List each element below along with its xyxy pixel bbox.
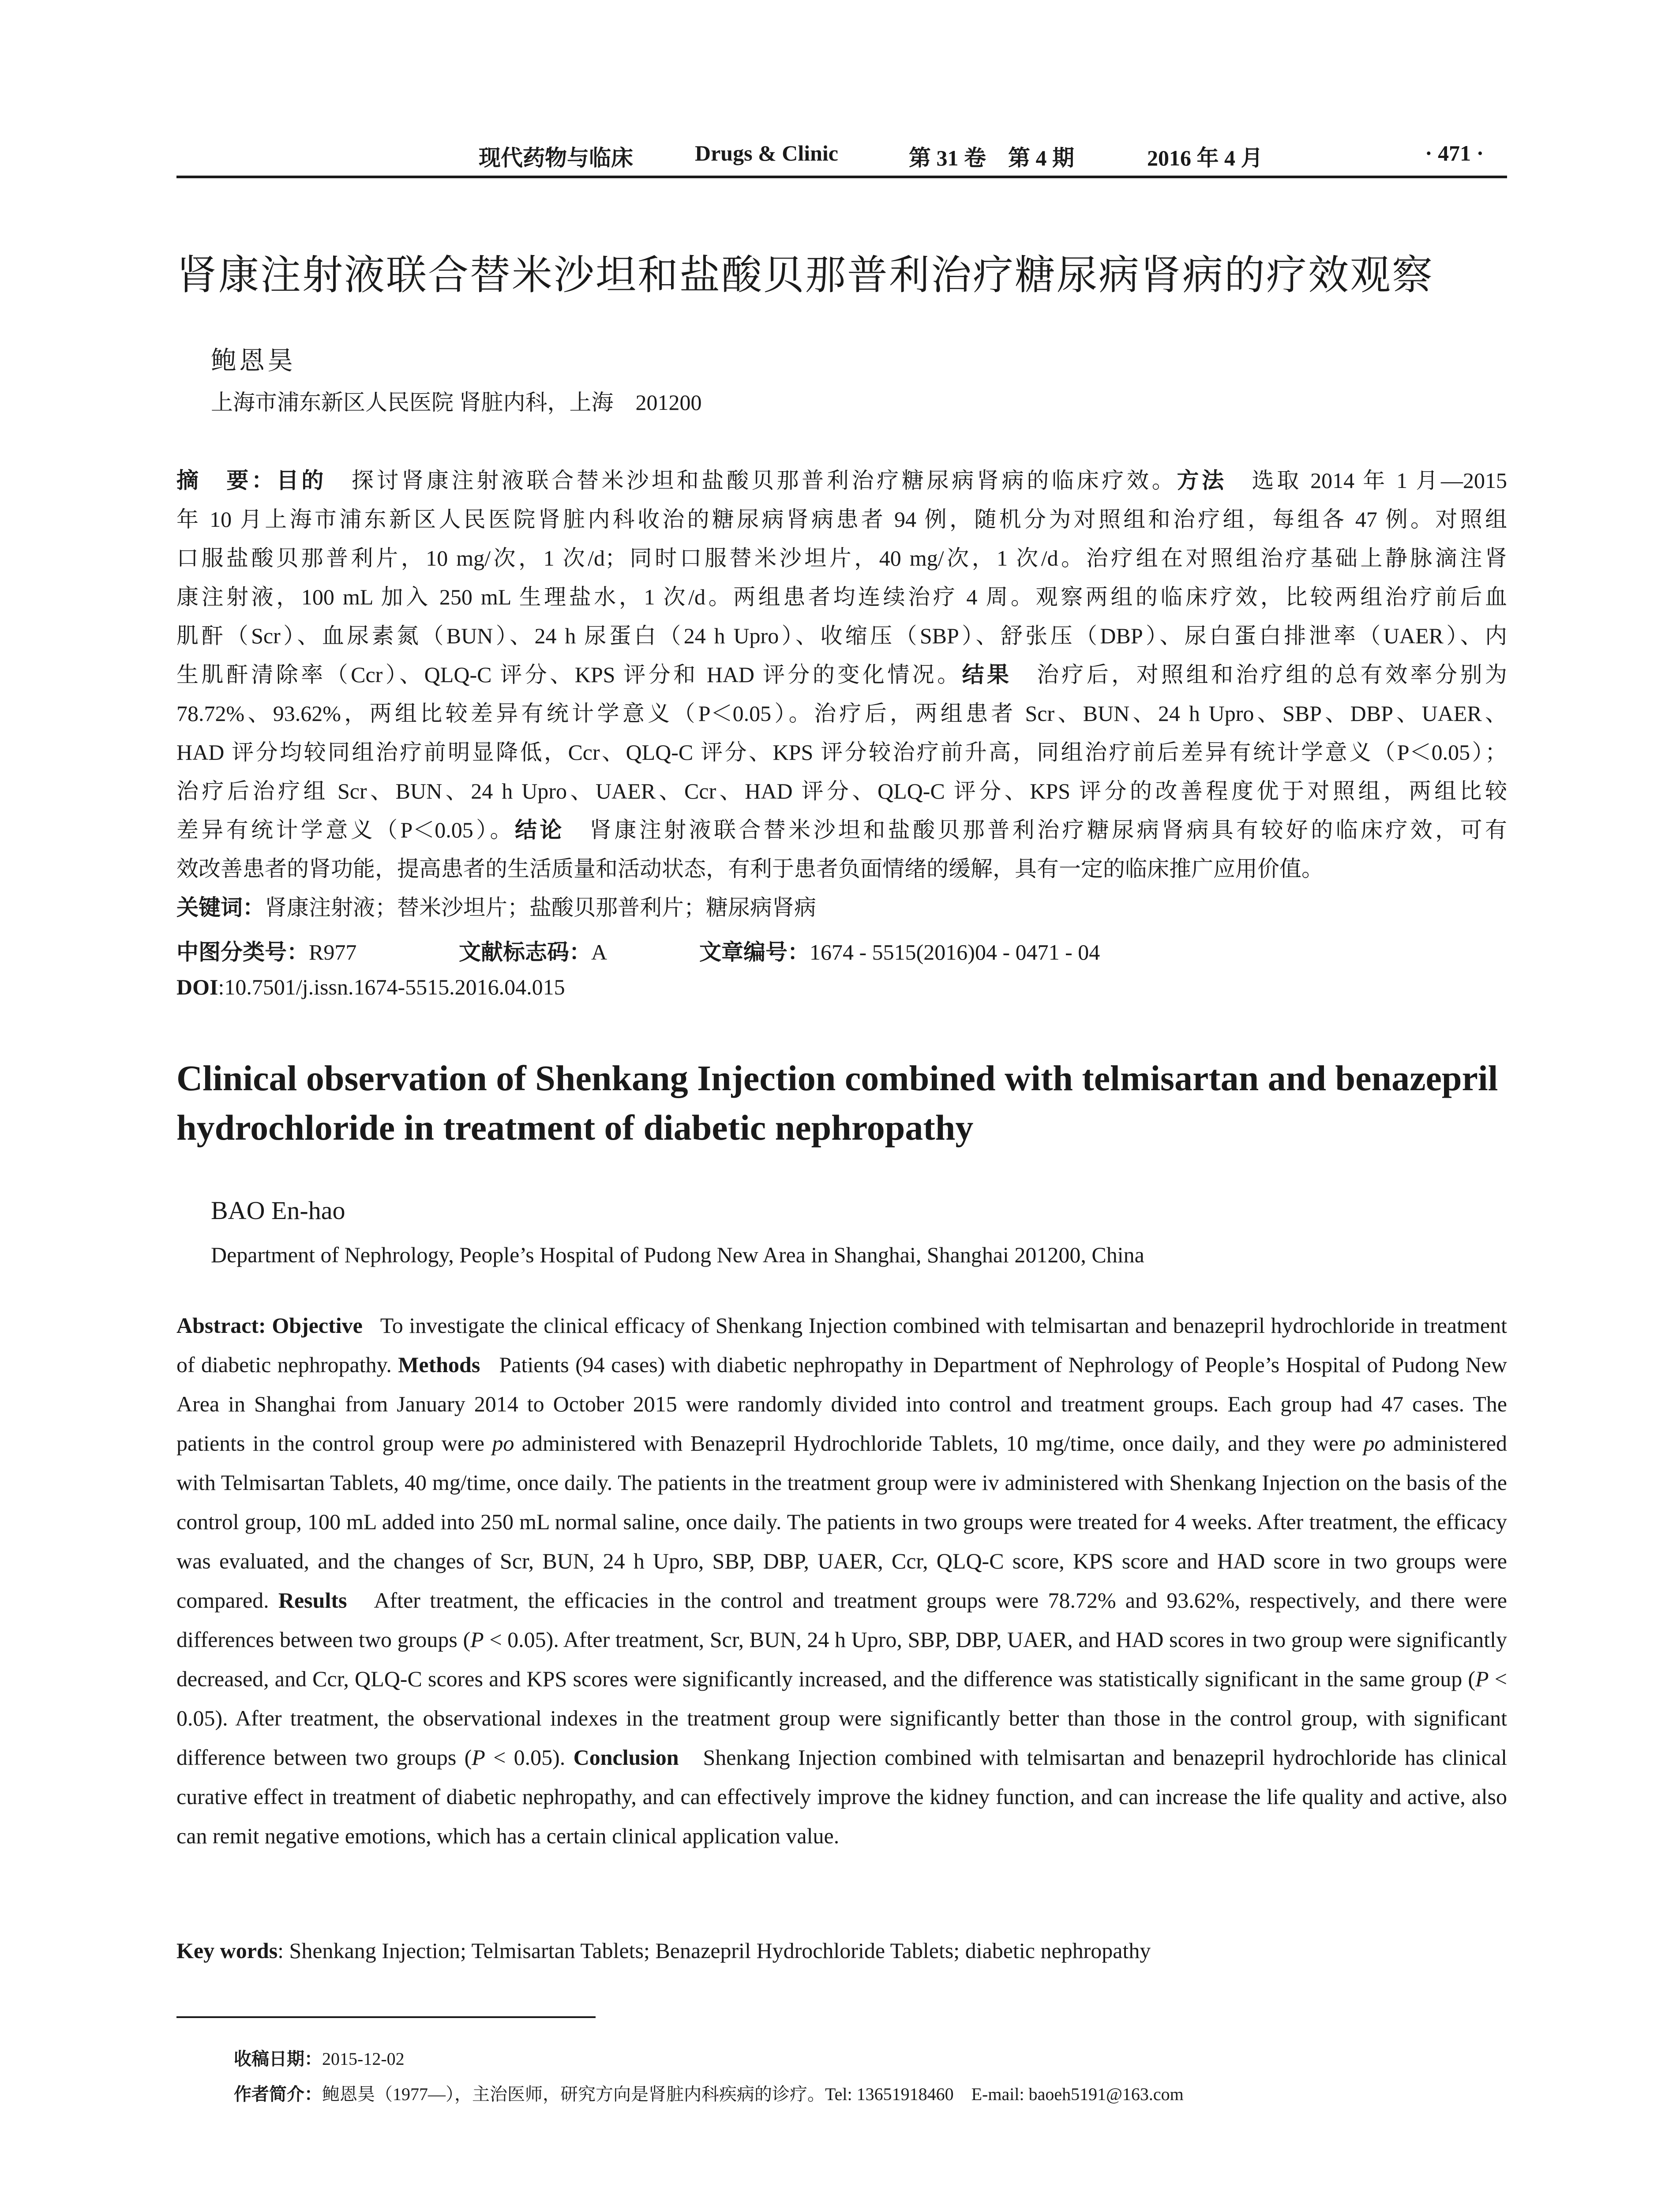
abstract-cn-text: 治疗后，对照组和治疗组的总有效率分别为 xyxy=(1036,662,1507,687)
results-label-cn: 结果 xyxy=(962,662,1012,687)
abstract-cn-text: 探讨肾康注射液联合替米沙坦和盐酸贝那普利治疗糖尿病肾病的临床疗效。 xyxy=(351,468,1177,493)
affiliation-cn: 上海市浦东新区人民医院 肾脏内科，上海 201200 xyxy=(211,390,702,415)
issue-date: 2016 年 4 月 xyxy=(1147,146,1263,170)
abstract-cn-line: 效改善患者的肾功能，提高患者的生活质量和活动状态，有利于患者负面情绪的缓解，具有一定的临床推广应用价值。 xyxy=(176,856,1324,881)
abstract-cn-line: HAD 评分均较同组治疗前明显降低，Ccr、QLQ-C 评分、KPS 评分较治疗前升高，同组治疗前后差异有统计学意义（P＜0.05）； xyxy=(176,740,1507,765)
keywords-en xyxy=(176,1938,1151,1963)
abstract-cn-text: 生肌酐清除率（Ccr）、QLQ-C 评分、KPS 评分和 HAD 评分的变化情况。 xyxy=(176,662,962,687)
author-bio xyxy=(234,2080,1184,2105)
po-term: po xyxy=(1363,1431,1386,1456)
header-rule xyxy=(176,176,1507,178)
abstract-cn-line: 年 10 月上海市浦东新区人民医院肾脏内科收治的糖尿病肾病患者 94 例，随机分为对照组和治疗组，每组各 47 例。对照组 xyxy=(176,507,1507,532)
article-number xyxy=(699,934,1100,966)
author-en: BAO En-hao xyxy=(211,1196,345,1225)
clc-label: 中图分类号： xyxy=(176,940,309,964)
abstract-en xyxy=(176,1306,1507,1856)
methods-text-en: administered with Benazepril Hydrochloride Tablets, 10 mg/time, once daily, and they were xyxy=(521,1431,1356,1456)
journal-name-en: Drugs & Clinic xyxy=(695,141,838,165)
author-cn: 鲍恩昊 xyxy=(211,346,296,375)
objective-text-en: To investigate the clinical efficacy of Shenkang Injection combined with telmisartan and benazepril hydrochloride in treatment of diabetic nephropathy. xyxy=(176,1313,1507,1377)
keywords-cn-text: 肾康注射液；替米沙坦片；盐酸贝那普利片；糖尿病肾病 xyxy=(265,895,816,920)
results-text-en: < 0.05). xyxy=(485,1745,566,1770)
title-cn: 肾康注射液联合替米沙坦和盐酸贝那普利治疗糖尿病肾病的疗效观察 xyxy=(176,253,1434,298)
p-value-symbol: P xyxy=(472,1745,485,1770)
conclusion-label-en: Conclusion xyxy=(573,1745,679,1770)
keywords-label-cn: 关键词： xyxy=(176,895,265,920)
abstract-cn-text: 差异有统计学意义（P＜0.05）。 xyxy=(176,818,515,842)
volume-issue: 第 31 卷 第 4 期 xyxy=(909,146,1074,170)
article-number-label: 文章编号： xyxy=(699,940,810,964)
methods-text-en: administered with Telmisartan Tablets, 40 mg/time, once daily. The patients in the treatment group were iv administered with Shenkang Injection on the basis of the control group, 100 mL added into 250 mL normal saline, once daily. The patients in two groups were treated for 4 weeks. After treatment, the efficacy was evaluated, and the changes of Scr, BUN, 24 h Upro, SBP, DBP, UAER, Ccr, QLQ-C score, KPS score and HAD score in two groups were compared. xyxy=(176,1431,1508,1613)
page-number: · 471 · xyxy=(1425,141,1484,165)
abstract-cn-line xyxy=(176,662,1507,687)
objective-label-en: Objective xyxy=(272,1313,363,1338)
results-text-en: After treatment, the efficacies in the control and treatment groups were 78.72% and 93.62%, respectively, and there were differences between two groups ( xyxy=(176,1588,1507,1652)
author-bio-label: 作者简介： xyxy=(234,2085,322,2104)
keywords-en-text: : Shenkang Injection; Telmisartan Tablets; Benazepril Hydrochloride Tablets; diabetic nephropathy xyxy=(278,1938,1151,1963)
methods-text-en: Patients (94 cases) with diabetic nephropathy in Department of Nephrology of People’s Hospital of Pudong New Area in Shanghai from January 2014 to October 2015 were randomly divided into control and treatment groups. Each group had 47 cases. The patients in the control group were xyxy=(176,1352,1507,1456)
conclusion-text-en: Shenkang Injection combined with telmisartan and benazepril hydrochloride has clinical curative effect in treatment of diabetic nephropathy, and can effectively improve the kidney function, and can increase the life quality and active, also can remit negative emotions, which has a certain clinical application value. xyxy=(176,1745,1508,1848)
clc-value: R977 xyxy=(309,940,357,964)
results-label-en: Results xyxy=(278,1588,347,1613)
journal-name-cn: 现代药物与临床 xyxy=(479,146,633,170)
abstract-cn-line xyxy=(176,468,1507,493)
article-number-value: 1674 - 5515(2016)04 - 0471 - 04 xyxy=(810,940,1100,964)
abstract-label-en: Abstract: xyxy=(176,1313,266,1338)
methods-label-cn: 方法 xyxy=(1177,468,1227,493)
abstract-cn-line xyxy=(176,817,1507,843)
received-date xyxy=(234,2045,405,2070)
abstract-cn-line: 口服盐酸贝那普利片，10 mg/次，1 次/d；同时口服替米沙坦片，40 mg/次，1 次/d。治疗组在对照组治疗基础上静脉滴注肾 xyxy=(176,546,1507,570)
abstract-cn-line: 肌酐（Scr）、血尿素氮（BUN）、24 h 尿蛋白（24 h Upro）、收缩压（SBP）、舒张压（DBP）、尿白蛋白排泄率（UAER）、内 xyxy=(176,623,1507,648)
document-code-label: 文献标志码： xyxy=(459,940,591,964)
doi-label: DOI xyxy=(176,975,218,999)
results-text-en: < 0.05). After treatment, the observational indexes in the treatment group were significantly better than those in the control group, with significant difference between two groups ( xyxy=(176,1666,1507,1770)
conclusion-label-cn: 结论 xyxy=(514,818,565,842)
abstract-label-cn: 摘 要： xyxy=(176,468,277,493)
received-label: 收稿日期： xyxy=(234,2049,322,2069)
abstract-cn-line: 78.72%、93.62%，两组比较差异有统计学意义（P＜0.05）。治疗后，两组患者 Scr、BUN、24 h Upro、SBP、DBP、UAER、 xyxy=(176,701,1507,726)
doi-value: :10.7501/j.issn.1674-5515.2016.04.015 xyxy=(218,975,565,999)
abstract-cn-line: 康注射液，100 mL 加入 250 mL 生理盐水，1 次/d。两组患者均连续治疗 4 周。观察两组的临床疗效，比较两组治疗前后血 xyxy=(176,585,1507,609)
affiliation-en: Department of Nephrology, People’s Hospital of Pudong New Area in Shanghai, Shanghai 201200, China xyxy=(211,1242,1144,1267)
author-bio-text: 鲍恩昊（1977—），主治医师，研究方向是肾脏内科疾病的诊疗。Tel: 13651918460 E-mail: baoeh5191@163.com xyxy=(322,2084,1184,2104)
received-value: 2015-12-02 xyxy=(322,2049,405,2069)
results-text-en: < 0.05). After treatment, Scr, BUN, 24 h Upro, SBP, DBP, UAER, and HAD scores in two group were significantly decreased, and Ccr, QLQ-C scores and KPS scores were significantly increased, and the difference was statistically significant in the same group ( xyxy=(176,1627,1507,1691)
abstract-cn-line: 治疗后治疗组 Scr、BUN、24 h Upro、UAER、Ccr、HAD 评分、QLQ-C 评分、KPS 评分的改善程度优于对照组，两组比较 xyxy=(176,779,1507,803)
po-term: po xyxy=(492,1431,514,1456)
methods-label-en: Methods xyxy=(398,1352,480,1377)
p-value-symbol: P xyxy=(470,1627,484,1652)
p-value-symbol: P xyxy=(1475,1666,1489,1691)
objective-label-cn: 目的 xyxy=(276,468,327,493)
title-en: Clinical observation of Shenkang Injection combined with telmisartan and benazepril hydrochloride in treatment of diabetic nephropathy xyxy=(176,1058,1498,1148)
clc-number xyxy=(176,934,356,966)
abstract-cn-text: 肾康注射液联合替米沙坦和盐酸贝那普利治疗糖尿病肾病具有较好的临床疗效，可有 xyxy=(589,818,1507,842)
keywords-label-en: Key words xyxy=(176,1938,278,1963)
footnote-rule xyxy=(176,2016,596,2018)
document-code-value: A xyxy=(591,940,608,964)
document-code xyxy=(459,934,607,966)
doi xyxy=(176,974,565,1000)
abstract-cn-text: 选取 2014 年 1 月—2015 xyxy=(1252,468,1507,493)
keywords-cn xyxy=(176,895,816,920)
